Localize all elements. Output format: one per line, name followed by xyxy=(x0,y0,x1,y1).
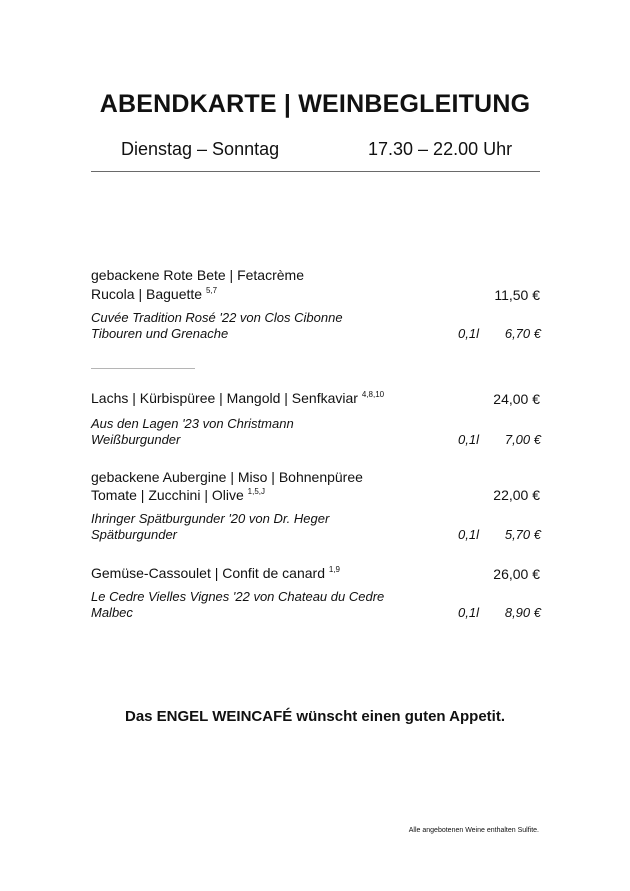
dish-3-wine-line-2: Spätburgunder xyxy=(91,527,178,542)
dish-3-price: 22,00 € xyxy=(493,487,540,503)
closing-message: Das ENGEL WEINCAFÉ wünscht einen guten Appetit. xyxy=(124,708,506,725)
dish-1-wine-price: 6,70 € xyxy=(504,326,541,341)
dish-1-line-1: gebackene Rote Bete | Fetacrème xyxy=(91,267,304,283)
dish-4-line-1-text: Gemüse-Cassoulet | Confit de canard xyxy=(91,565,325,581)
dish-1-line-2-text: Rucola | Baguette xyxy=(91,286,203,302)
dish-4-wine-line-1: Le Cedre Vielles Vignes '22 von Chateau du Cedre xyxy=(91,589,385,604)
dish-3-line-1: gebackene Aubergine | Miso | Bohnenpüree xyxy=(91,469,363,485)
opening-days: Dienstag – Sonntag xyxy=(121,139,280,159)
dish-1-allergens: 5,7 xyxy=(205,286,218,295)
section-divider xyxy=(91,368,195,369)
dish-2-line-1-text: Lachs | Kürbispüree | Mangold | Senfkaviar xyxy=(91,390,358,406)
opening-hours: 17.30 – 22.00 Uhr xyxy=(368,139,513,159)
dish-4-wine-line-2: Malbec xyxy=(91,605,133,620)
dish-1-wine-qty: 0,1l xyxy=(458,326,479,341)
dish-3-wine-qty: 0,1l xyxy=(458,527,479,542)
dish-1-line-2 xyxy=(91,286,217,302)
sulfite-footnote: Alle angebotenen Weine enthalten Sulfite. xyxy=(408,827,539,834)
dish-1-wine-line-1: Cuvée Tradition Rosé '22 von Clos Cibonne xyxy=(91,310,343,325)
dish-4-price: 26,00 € xyxy=(493,566,540,582)
dish-3-wine-price: 5,70 € xyxy=(504,527,541,542)
dish-1-wine-line-2: Tibouren und Grenache xyxy=(91,326,229,341)
dish-3-allergens: 1,5,J xyxy=(247,487,266,496)
dish-3-line-2-text: Tomate | Zucchini | Olive xyxy=(91,487,244,503)
dish-3-wine-line-1: Ihringer Spätburgunder '20 von Dr. Heger xyxy=(91,511,330,526)
dish-2-wine-line-1: Aus den Lagen '23 von Christmann xyxy=(91,416,294,431)
dish-4-wine-price: 8,90 € xyxy=(504,605,541,620)
dish-1-price: 11,50 € xyxy=(494,287,540,303)
header-divider xyxy=(91,171,540,172)
dish-2-allergens: 4,8,10 xyxy=(361,390,385,399)
dish-2-price: 24,00 € xyxy=(493,391,540,407)
dish-3-line-2 xyxy=(91,487,265,503)
dish-2-wine-price: 7,00 € xyxy=(504,432,541,447)
dish-2-wine-qty: 0,1l xyxy=(458,432,479,447)
page-title: ABENDKARTE | WEINBEGLEITUNG xyxy=(99,90,531,118)
dish-4-allergens: 1,9 xyxy=(328,565,340,574)
dish-4-line-1 xyxy=(91,565,340,581)
dish-2-line-1 xyxy=(91,390,384,406)
dish-2-wine-line-2: Weißburgunder xyxy=(91,432,181,447)
dish-4-wine-qty: 0,1l xyxy=(458,605,479,620)
